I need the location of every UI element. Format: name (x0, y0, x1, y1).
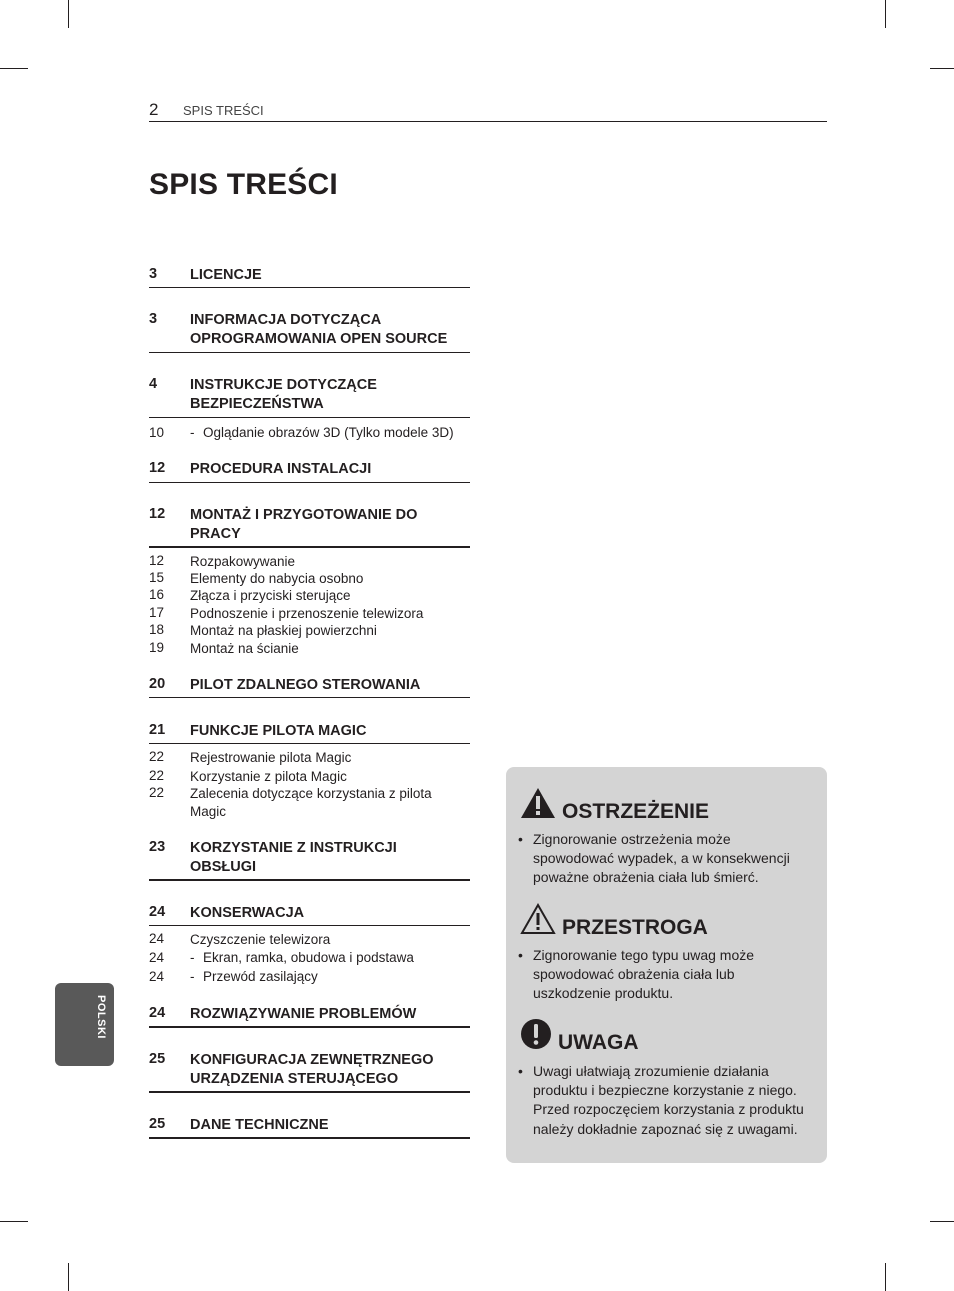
toc-text: PILOT ZDALNEGO STEROWANIA (190, 677, 421, 693)
toc-text: ROZWIĄZYWANIE PROBLEMÓW (190, 1006, 417, 1022)
toc-page: 19 (149, 640, 165, 655)
toc-page: 3 (149, 266, 158, 282)
crop-mark (885, 0, 886, 28)
toc-text-line: KONFIGURACJA ZEWNĘTRZNEGO (190, 1052, 434, 1068)
toc-page: 4 (149, 376, 158, 392)
toc-page: 21 (149, 722, 166, 738)
toc-page: 25 (149, 1116, 166, 1132)
toc-page: 22 (149, 785, 165, 800)
caution-text: Zignorowanie tego typu uwag może spowodować obrażenia ciała lub uszkodzenie produktu. (533, 947, 755, 1002)
toc-rule (149, 743, 470, 744)
header-rule (149, 121, 827, 122)
warning-text: Zignorowanie ostrzeżenia może spowodować wypadek, a w konsekwencji poważne obrażenia ciała lub śmierć. (533, 831, 790, 886)
bullet: • (518, 947, 523, 963)
toc-page: 22 (149, 749, 165, 764)
language-tab (55, 983, 114, 1066)
toc-rule (149, 482, 470, 483)
toc-text: Rejestrowanie pilota Magic (190, 750, 352, 765)
warning-label: OSTRZEŻENIE (562, 800, 710, 823)
toc-page: 20 (149, 676, 166, 692)
toc-text: Podnoszenie i przenoszenie telewizora (190, 606, 424, 621)
toc-text: FUNKCJE PILOTA MAGIC (190, 723, 367, 739)
note-heading (520, 1018, 639, 1055)
toc-text: Przewód zasilający (203, 969, 318, 984)
toc-text (190, 1051, 470, 1089)
page-number: 2 (149, 100, 159, 119)
toc-rule (149, 1137, 470, 1139)
warning-heading (520, 787, 709, 824)
toc-page: 24 (149, 931, 165, 946)
toc-rule (149, 287, 470, 288)
toc-page: 17 (149, 605, 165, 620)
toc-page: 22 (149, 768, 165, 783)
toc-page: 10 (149, 425, 165, 440)
safety-notes-box (506, 767, 827, 1163)
crop-mark (885, 1263, 886, 1291)
warning-filled-triangle-icon (520, 787, 556, 824)
toc-rule (149, 1091, 470, 1093)
toc-text-line: INSTRUKCJE DOTYCZĄCE (190, 377, 377, 393)
toc-page: 12 (149, 553, 165, 568)
toc-text-line: MONTAŻ I PRZYGOTOWANIE DO (190, 507, 418, 523)
caution-outline-triangle-icon (520, 903, 556, 940)
toc-text-line: URZĄDZENIA STERUJĄCEGO (190, 1071, 399, 1087)
toc-text-line: BEZPIECZEŃSTWA (190, 396, 324, 412)
toc-text (190, 376, 470, 414)
toc-rule (149, 546, 470, 548)
toc-text (190, 785, 470, 820)
toc-dash: - (190, 969, 195, 984)
crop-mark (930, 68, 954, 69)
toc-page: 18 (149, 622, 165, 637)
toc-page: 24 (149, 950, 165, 965)
toc-page: 16 (149, 587, 165, 602)
note-label: UWAGA (558, 1031, 639, 1054)
page-title: SPIS TREŚCI (149, 168, 338, 201)
toc-page: 24 (149, 904, 166, 920)
toc-text-line: Zalecenia dotyczące korzystania z pilota (190, 786, 432, 801)
toc-text-line: INFORMACJA DOTYCZĄCA (190, 312, 382, 328)
toc-text: Rozpakowywanie (190, 554, 296, 569)
toc-page: 24 (149, 1005, 166, 1021)
toc-text: KONSERWACJA (190, 905, 305, 921)
toc-page: 3 (149, 311, 158, 327)
toc-rule (149, 352, 470, 353)
toc-page: 12 (149, 460, 166, 476)
toc-page: 15 (149, 570, 165, 585)
toc-text: Elementy do nabycia osobno (190, 571, 364, 586)
note-exclamation-circle-icon (520, 1018, 552, 1055)
toc-text: Oglądanie obrazów 3D (Tylko modele 3D) (203, 425, 454, 440)
bullet: • (518, 831, 523, 847)
note-text: Uwagi ułatwiają zrozumienie działania produktu i bezpieczne korzystanie z niego. Przed rozpoczęciem korzystania z produktu należy dokładnie zapoznać się z uwagami. (533, 1063, 804, 1137)
toc-text: LICENCJE (190, 267, 262, 283)
bullet: • (518, 1063, 523, 1079)
crop-mark (0, 68, 28, 69)
language-tab-label: POLSKI (95, 995, 107, 1039)
toc-text (190, 311, 470, 349)
toc-text-line: PRACY (190, 526, 241, 542)
toc-text: PROCEDURA INSTALACJI (190, 461, 372, 477)
toc-dash: - (190, 950, 195, 965)
toc-page: 12 (149, 506, 166, 522)
toc-text: Złącza i przyciski sterujące (190, 588, 351, 603)
toc-page: 25 (149, 1051, 166, 1067)
toc-text: Korzystanie z pilota Magic (190, 769, 347, 784)
toc-rule (149, 417, 470, 418)
crop-mark (930, 1221, 954, 1222)
toc-page: 24 (149, 969, 165, 984)
crop-mark (68, 0, 69, 28)
toc-text: Czyszczenie telewizora (190, 932, 331, 947)
caution-label: PRZESTROGA (562, 916, 708, 939)
toc-text (190, 839, 470, 877)
toc-rule (149, 1026, 470, 1028)
toc-text-line: Magic (190, 803, 227, 819)
running-title: SPIS TREŚCI (183, 103, 264, 118)
toc-text-line: OBSŁUGI (190, 859, 257, 875)
toc-rule (149, 879, 470, 881)
toc-rule (149, 925, 470, 926)
toc-rule (149, 697, 470, 698)
toc-text-line: KORZYSTANIE Z INSTRUKCJI (190, 840, 397, 856)
toc-text: Montaż na ścianie (190, 641, 299, 656)
caution-heading (520, 903, 708, 940)
toc-text-line: OPROGRAMOWANIA OPEN SOURCE (190, 331, 448, 347)
toc-dash: - (190, 425, 195, 440)
crop-mark (68, 1263, 69, 1291)
toc-text: DANE TECHNICZNE (190, 1117, 329, 1133)
toc-page: 23 (149, 839, 166, 855)
crop-mark (0, 1221, 28, 1222)
toc-text (190, 506, 470, 544)
toc-text: Ekran, ramka, obudowa i podstawa (203, 950, 414, 965)
toc-text: Montaż na płaskiej powierzchni (190, 623, 377, 638)
